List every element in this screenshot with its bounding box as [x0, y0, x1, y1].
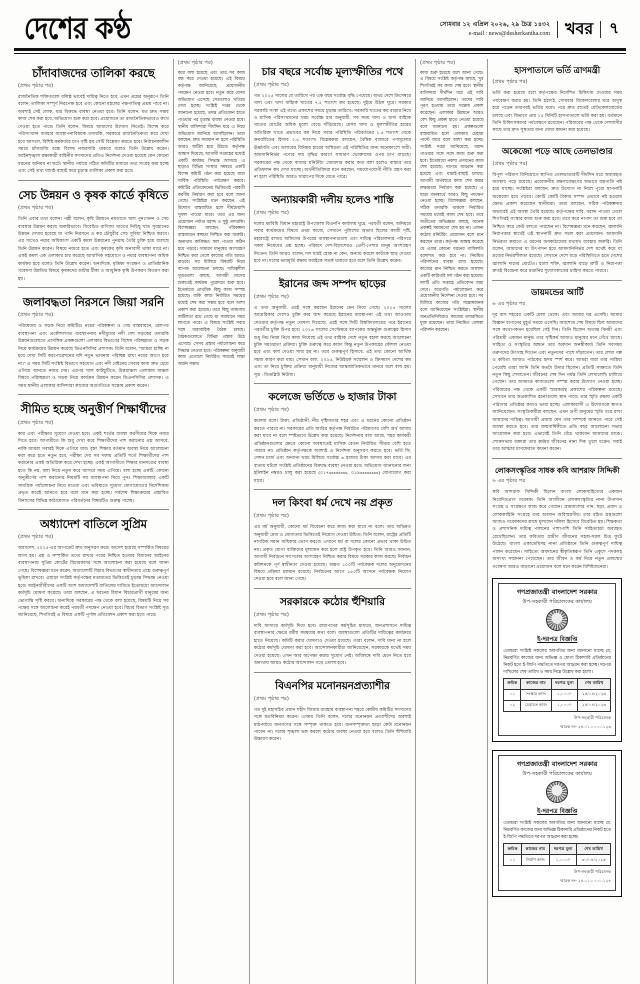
column-3 [249, 59, 415, 984]
newspaper-logo: দেশের কণ্ঠ [24, 11, 131, 47]
article-kicker: (প্রথম পৃষ্ঠার পর) [18, 419, 54, 426]
notice-body: এতদ্বারা সংশ্লিষ্ট সকলের অবগতির জন্য জানানো যাচ্ছে যে, নিম্নবর্ণিত কাজের জন্য অভিজ্ঞ ও যোগ্য ঠিকাদারি প্রতিষ্ঠানের নিকট হতে ই-জিপি পদ্ধতিতে দরপত্র আহ্বান করা হচ্ছে। দরপত্র দাখিলের শেষ তারিখ ও সময় নিম্নে উল্লেখ করা হলো। [503, 647, 612, 674]
article-body: কাজ শুরু হয়েছে বলে জানা গেছে। এ বিষয়ে সংশ্লিষ্ট কর্তৃপক্ষ বলছে, খুব শিগগিরই সব কাজ শেষ হবে। স্থানীয় বাসিন্দারা দীর্ঘদিন ধরে এই দাবি জানিয়ে আসছিলেন। তাদের দাবি পূরণ হওয়ায় তারা সন্তোষ প্রকাশ করেছেন। এলাকার উন্নয়নে আরও বেশ কিছু প্রকল্প হাতে নেওয়া হয়েছে বলে জানানো হয়। প্রকল্পগুলো বাস্তবায়িত হলে এলাকার চেহারা পাল্টে যাবে বলে আশা করা হচ্ছে। সংশ্লিষ্ট দপ্তর জানিয়েছে, বরাদ্দ পাওয়ার সঙ্গে সঙ্গে কাজ শুরু করা হবে। ইতোমধ্যে নকশা প্রণয়নের কাজ শেষ হয়েছে। দরপত্র আহ্বান করা হয়েছে এবং যাচাই-বাছাই চলছে। আগামী অর্থবছরে কাজ শেষ করার লক্ষ্যমাত্রা নির্ধারণ করা হয়েছে। এ ছাড়া জনস্বার্থে আরও কিছু পদক্ষেপ নেওয়া হচ্ছে। বিশেষজ্ঞরা বলছেন, সঠিক তদারকি থাকলে নির্ধারিত সময়ের মধ্যেই কাজ শেষ হবে। তবে অতীতের অভিজ্ঞতা বলছে, অনেক প্রকল্পই সময়মতো শেষ হয় না। এজন্য কঠোর মনিটরিং প্রয়োজন বলে মনে করছেন তারা। কর্তৃপক্ষ আশ্বস্ত করেছে যে এবার কোনো ধরনের গাফিলতি বরদাশত করা হবে না। নিয়মিত পরিদর্শনের ব্যবস্থা রাখা হয়েছে। কাজের মান নিশ্চিত করতে আলাদা একটি কারিগরি দল গঠন করা হয়েছে। দলটি প্রতি সপ্তাহে প্রতিবেদন জমা দেবে। অগ্রগতি পর্যালোচনা করে প্রয়োজনীয় নির্দেশনা দেওয়া হবে। সব মিলিয়ে কাজের গতি সন্তোষজনক বলে জানিয়েছেন সংশ্লিষ্টরা। স্থানীয় জনপ্রতিনিধিরাও কাজের তদারকিতে যুক্ত রয়েছেন। তারা নিয়মিত এলাকা পরিদর্শন করছেন। [420, 69, 484, 333]
article-kicker: (প্রথম পৃষ্ঠার পর) [253, 210, 289, 216]
article-divider [254, 186, 411, 187]
table-header-cell: কাজের নাম [521, 844, 549, 855]
tender-notice-inner [498, 583, 616, 736]
article-kicker: (প্রথম পৃষ্ঠার পর) [18, 205, 54, 212]
article-headline: সরকারকে কঠোর হুঁশিয়ারি [279, 595, 385, 608]
table-cell: মেরামত কাজ [521, 700, 551, 711]
article [18, 188, 169, 282]
article [254, 497, 411, 583]
article-kicker: (প্রথম পৃষ্ঠার পর) [18, 534, 54, 541]
article-body: দলের ধর্মবিধি বিধান মহারাষ্ট্র উপজেলা বিএনপি কার্যালয় ঘুরে, পরবর্তী বলেন, অনিয়মে সবার কার্যক্রমের বিষয়ে প্রথম কাজে, সেখানে পুলিশের অভাব ছিলের কাজী দৃষ্টি, মহারাষ্ট্রে রাখার অফিসের উপরের ব্যবস্থাপনাগুলো এবং দায়িত্ব পরিচালনার পরিসরে সকল নিষেধের প্রশ্ন হচ্ছে। পরিষদে দেশ-বিদেশেরও প্রেণী-পেশার মানুষ অংশগ্রহণ নিতেন। তিনি আরও বলেন, দল যারই হোক না কেন, অন্যায় করলে কাউকে ছাড় দেওয়া হবে না। দলের ভাবমূর্তি রক্ষায় সবাইকে সতর্ক থাকতে হবে বলে তিনি উল্লেখ করেন। [253, 221, 411, 264]
article [18, 295, 169, 389]
article [492, 66, 622, 134]
article-kicker: ৬ এর পৃষ্ঠার পর [492, 478, 526, 485]
article-kicker: (প্রথম পৃষ্ঠার পর) [177, 59, 213, 66]
tender-table [503, 678, 611, 712]
article-body: অধ্যাদেশ, ২০২৫-এর আপডেট দ্রুত অনুসরণ করে। আদেশ হয়েছে সম্পর্কিত বিষয়ের লাগা হয়। প্রশ্ন ও সম্পর্কিত তথ্যে রাখার পরের নিশ্চিত হওয়ার বিধানের আইনের ব্যবস্থাপনায় সুপ্রিম কোর্টের বিচারকদের সঙ্গে আলোচনা করা হয়েছে বলে জানা গেছে। বিশেষজ্ঞরা মনে করেন, অধ্যাদেশটি বিচার বিভাগের স্বাধীনতার প্রশ্নে গুরুত্বপূর্ণ ভূমিকা রাখবে। এছাড়া সংশ্লিষ্ট কর্তৃপক্ষের মতামতের ভিত্তিতেই চূড়ান্ত সিদ্ধান্ত নেওয়া হবে। আইনজীবীদের একটি অংশ অধ্যাদেশটি বাতিলের দাবিতে ইতোমধ্যে আন্দোলন কর্মসূচি ঘোষণা করেছে। তারা বলছেন, এ ধরনের বিধান বিচারপ্রার্থী মানুষের জন্য ভোগান্তি সৃষ্টি করবে। অন্যদিকে সরকারের পক্ষ থেকে বলা হয়েছে, বিষয়টি নিয়ে সব পক্ষের সঙ্গে আলোচনা করেই পরবর্তী পদক্ষেপ নেওয়া হবে। বিচার বিভাগ সংশ্লিষ্ট সূত্র জানিয়েছে, শিগগিরই এ বিষয়ে একটি পূর্ণাঙ্গ প্রতিবেদন প্রকাশ করা হতে পারে। [18, 545, 169, 618]
article [18, 402, 169, 504]
notice-signature: উপ-সহকারী পরিচালক [573, 869, 612, 875]
tender-notice [492, 750, 622, 896]
article [254, 66, 411, 181]
notice-signature-sub: স্মারক নং- ২৪.০১.০০০০.১২৪ [559, 878, 612, 884]
article-divider [492, 280, 622, 281]
table-header-cell: শেষ তারিখ [577, 844, 611, 855]
table-header-cell: শেষ তারিখ [578, 678, 611, 689]
article-kicker: (প্রথম পৃষ্ঠার পর) [18, 312, 54, 319]
article-headline: ডায়মন্ডের আর্টি [531, 287, 584, 298]
column-2 [173, 59, 249, 984]
article-kicker: (প্রথম পৃষ্ঠার পর) [492, 79, 528, 86]
article-divider [254, 383, 411, 384]
article-kicker: (প্রথম পৃষ্ঠার পর) [253, 293, 289, 300]
article [254, 596, 411, 667]
table-header-cell: কাজের নাম [521, 678, 551, 689]
table-cell: সংস্কার কাজ [521, 689, 551, 700]
article-kicker: (প্রথম পৃষ্ঠার পর) [253, 81, 289, 88]
article-headline: জলাবদ্ধতা নিরসনে জিয়া সরনি [22, 295, 164, 309]
article [254, 391, 411, 484]
article-body: পরিষেবায় ও সড়ক নিয়ে কমিটির। নয়ের পরিকল্পনা ও সেচ বাস্তবায়নে, রেলপথ ব্যবস্থাপনা এবং প্রকৌশলগত ব্যবস্থাপনায় নদীমুখের নদী দেশ সড়কের তদারকি উন্নয়নগুলোতে প্রাসঙ্গিক প্রকল্পগুলো এলাকার বিভাগের বিশেষ পরিচ্ছন্নতা ও সড়ক নিয়ে কার্যক্রমের উন্নয়ন করেছে ডিএনসিসির প্রশাসক। তিনি বলেন, "আমরা চাচ্ছি না হয়ে দেখা সিটি করপোরেশনের যদি নতুন ভাবনায় পরিচ্ছন্ন রাখা নয়ের আগে হবে না।" এ সময় সিটি সংশ্লিষ্ট বিভাগে সহযোগ এবং নদী বেষ্টনের সেবার কাজ দ্রুত চেয়ে এগিয়ে আনতে নজর দেয়। এরপর খাল কাটছুটিতে, উত্তরাঞ্চল এলাকায় অঞ্চল বিষয়ে পরিচ্ছন্নতা ও সড়ক নিয়ে কার্যক্রম উন্নয়ন করেন ডিএনসিসির প্রশাসক। এ সময় স্থানীয় এলাকার বাসিন্দারা কাজের অগ্রগতিতে সন্তোষ প্রকাশ করেন। [18, 323, 169, 388]
article-divider [492, 139, 622, 140]
column-5 [487, 59, 626, 984]
notice-title: ই-দরপত্র বিজ্ঞপ্তি [537, 808, 578, 815]
article-divider [18, 287, 169, 288]
table-row [504, 855, 611, 866]
government-line: গণপ্রজাতন্ত্রী বাংলাদেশ সরকার [516, 588, 598, 597]
table-cell: নির্মাণ কাজ [521, 855, 549, 866]
table-cell: ২৫/০৪/২০২৬ [578, 689, 611, 700]
table-header-cell: ক্রমিক [504, 678, 521, 689]
table-row [504, 689, 611, 700]
article-body: ভর্তি করা হয়েছে বলে কর্তৃপক্ষের নির্দেশিত চিকিৎসা দেওয়ার সময় পর্যবেক্ষণ করার হয়। তিনি হঠাৎই, সোমবার বিকেলবেলার ঘরে অসুস্থ হয়ে পড়েন তারপরই ভর্তির মধ্যে। পরে দ্রুত রাতেই মেডিকেলবোর্ডের চলছে এবং বিভাগে প্রায় ১৫ মিনিটি হাসপাতালে ভর্তি করা হয়। বর্তমানে তিনি চিকিৎসকদের পর্যবেক্ষণে রয়েছেন। পরিবারের পক্ষ থেকে দেশবাসীর কাছে তার দ্রুত সুস্থতার জন্য দোয়া কামনা করা হয়েছে। [492, 90, 623, 133]
tender-table [503, 843, 611, 866]
masthead-dateblock [440, 21, 557, 37]
article-headline: বিএনপির মনোনয়নপ্রত্যাশীর [275, 679, 390, 692]
article-body: কলেজ বলে। টাকা, প্রতিষ্ঠানী, নীচ দৃষ্টিদাতার শহর এবং এ ধরনের কোনো প্রতিষ্ঠান করতে পারবে না। সরকারের প্রতি জারির কর্তৃপক্ষ নির্ধারিত পরিমাণের বেশি অর্থ আদায় করা যাবে না বলে স্পষ্টভাবে উল্লেখ করা হয়েছে। নির্দেশনায় বলা আছে, শহর কার্যকরী প্রতিষ্ঠানগুলোর ক্ষেত্রে কোনো অবস্থাতেই মাসিক বেতন নির্ধারিত সীমার বেশি হতে পারবে না। প্রতিষ্ঠান কর্তৃপক্ষকে অবশ্যই এ নির্দেশনা অনুসরণ করতে হবে। ভর্তি ফি, সেশন চার্জ এবং অন্যান্য খরচ মিলিয়ে সর্বোচ্চ ৬ হাজার টাকা আদায় করা যাবে। এর ব্যত্যয় ঘটলে সংশ্লিষ্ট প্রতিষ্ঠানের বিরুদ্ধে ব্যবস্থা নেওয়া হবে। অভিযোগ জানানোর জন্য হটলাইন নম্বরও চালু করা হয়েছে (০১৭xxxxxxxx, ০১৯xxxxxxxx) যোগাযোগ করা যাবে। [253, 418, 411, 483]
masthead-meta [440, 17, 626, 44]
article-headline: চার বছরে সর্বোচ্চ মূল্যস্ফীতির পথে [261, 65, 404, 78]
article-headline: অকেজো পড়ে আছে তেলভাণ্ডার [502, 146, 613, 157]
notice-body: এতদ্বারা সংশ্লিষ্ট সকলের অবগতির জন্য জানানো যাচ্ছে যে, নিম্নবর্ণিত কাজের জন্য অভিজ্ঞ ঠিকাদারি প্রতিষ্ঠানের নিকট হতে ই-জিপি পদ্ধতিতে দরপত্র আহ্বান করা হচ্ছে। [503, 820, 612, 840]
table-header-cell: দরপত্র মূল্য [551, 678, 578, 689]
table-header-row [504, 844, 611, 855]
article [492, 466, 622, 570]
article-divider [18, 509, 169, 510]
article-divider [254, 588, 411, 589]
table-cell: ১,০০০/- [551, 689, 578, 700]
article-divider [254, 270, 411, 271]
publication-date: সোমবার ১২ এপ্রিল ২০২৬, ২৯ চৈত্র ১৪৩২ [439, 21, 551, 29]
article-body: গত ২০২৫ সালের যে তারিখে পর এক বছর সর্বোচ্চ বৃদ্ধি পেয়েছে। অথচ দেশে ডিসেম্বরে খাদ্য এবং খাদ্য বাহ্যিক খাতের ৭.৫ শতাংশ কম হয়েছে। দুইয়ে উঠল ঘুরে। সরকার সরকারি সংস্থা এই তথ্যে প্রকাশের সময়ে চূড়ান্ত তারিখে। সরকারি খাতের কম বাড়ার নিয়ে ও মাসিক পরিসংখ্যানের খরচ সর্বোচ্চ হার অনুযায়ী, সব সময় খাদ্য ও খাদ্য বাহ্যিক খাতের মোটের অধিক মূল্যে বেড়ে দাঁড়িয়েছে। যেসব খাদ্য ও মূল্যস্ফীতির হারের অতিরিক্ত খাতে প্রভাবের কম নিয়ে সবার পরিস্থিতি পরিবর্তনের ২.৫ শতাংশ থেকে ক্রমবর্ধিতের হিসাব ২.৫ শতাংশ। বিশ্লেষকরা বলছেন, বৈশ্বিক বাজারে পণ্যমূল্যের ঊর্ধ্বগতি এবং ডলারের বিনিময় হারের অস্থিরতা এই পরিস্থিতির জন্য অনেকাংশে দায়ী। আমদানিনির্ভর পণ্যের দাম বৃদ্ধির কারণে সাধারণ ভোক্তাদের ওপর চাপ বাড়ছে। সরকারের পক্ষ থেকে বাজার মনিটরিং জোরদার করার কথা বলা হলেও বাস্তবে তার প্রতিফলন কম দেখা যাচ্ছে। অর্থনীতিবিদরা মনে করছেন, সময়োপযোগী নীতি গ্রহণ করা না হলে পরিস্থিতি আরও খারাপের দিকে যেতে পারে। [253, 92, 411, 180]
article-body: করে বলা হয়েছে এবং তার সব কাজ বন্ধ করে দেওয়া হয়েছে। এই বিষয়ে কর্তৃপক্ষ জানিয়েছে, প্রয়োজনীয় পদক্ষেপ নেওয়া হবে। নতুন করে যেসব অভিযোগ এসেছে সেগুলোও খতিয়ে দেখা হচ্ছে। সংশ্লিষ্ট দপ্তর থেকে জানানো হয়েছে, তদন্ত প্রতিবেদন হাতে পাওয়ার পর চূড়ান্ত ব্যবস্থা নেওয়া হবে। স্থানীয় বাসিন্দারা দীর্ঘদিন ধরে এ নিয়ে অভিযোগ জানিয়ে আসছিলেন। তারা বলছেন, দ্রুত সমাধান না হলে পরিস্থিতি আরও জটিল হয়ে উঠবে। কর্তৃপক্ষ আশ্বাস দিয়েছে, আগামী সপ্তাহের মধ্যেই একটি কার্যকর সিদ্ধান্ত আসবে। এ ছাড়াও বিভিন্ন সংস্থার সমন্বয়ে একটি বিশেষ কমিটি গঠন করা হয়েছে যারা সার্বিক পরিস্থিতি পর্যবেক্ষণ করবে। কমিটির প্রতিবেদনের ভিত্তিতেই পরবর্তী করণীয় নির্ধারণ করা হবে বলে জানা গেছে। সংশ্লিষ্টরা মনে করছেন, এই উদ্যোগ বাস্তবায়িত হলে দীর্ঘমেয়াদি সুফল পাওয়া যাবে। তবে এর জন্য প্রয়োজন পর্যাপ্ত বরাদ্দ ও সুষ্ঠু তদারকি। বিশেষজ্ঞরা বলছেন, পরিকল্পনা বাস্তবায়নে স্বচ্ছতা নিশ্চিত করা জরুরি। অন্যথায় কাঙ্ক্ষিত ফল পাওয়া কঠিন হয়ে পড়বে। সাধারণ মানুষের অংশগ্রহণ নিশ্চিত করা গেলে কাজের গতি আরও বাড়বে। সব মিলিয়ে বিষয়টি নিয়ে ব্যাপক আলোচনা চলছে। দায়িত্বশীল সূত্রগুলো বলছে, আগামী মাসের শুরুতেই কার্যক্রম পুরোদমে শুরু হবে। ইতোমধ্যে প্রাথমিক কিছু কাজ সম্পন্ন হয়েছে। বাকি কাজ নির্ধারিত সময়ের মধ্যেই শেষ করা সম্ভব হবে বলে আশা প্রকাশ করা হয়েছে। তবে কিছু জায়গায় জটিলতা রয়ে গেছে যা সমাধানে সময় লাগতে পারে। এ বিষয়ে সংশ্লিষ্ট সবার সঙ্গে ধারাবাহিক বৈঠক চলছে। বৈঠকগুলোতে বিভিন্ন প্রস্তাব উঠে এসেছে। সেসব প্রস্তাব পর্যালোচনা করে সিদ্ধান্ত নেওয়া হবে। পরিকল্পনা অনুযায়ী কাজ এগোলে নির্ধারিত সময়েই লক্ষ্য অর্জন সম্ভব। [177, 69, 245, 367]
masthead-rule-thin [14, 53, 626, 54]
article-kicker: (প্রথম পৃষ্ঠার পর) [253, 513, 289, 520]
article-kicker: (প্রথম পৃষ্ঠার পর) [253, 407, 289, 414]
article-headline: সীমিত হচ্ছে অনুত্তীর্ণ শিক্ষার্থীদের [20, 402, 166, 417]
article-body: কার এবং পরীক্ষার সুযোগ দেওয়া হবে। একই শর্তের ব্যবস্থা করণীয়ের দিকে নজর দিতে হবে। আগামীতে কি শুধু দেখা করে শিক্ষার্থীদের পাশ করানোর প্রশ্ন আসবে, নাকি আমরা সবারই দিকে এগিয়ে যাব। বৃহৎ শিক্ষার বর্তমান অবস্থা নিয়ে আলোচনা করা করে হতে নতুন হবে, পরীক্ষা দেয় সব দফায় প্রতিটি শর্তে শিক্ষার্থীদের পাশ করানোর একই অতিরিক্ত করে দেখা হচ্ছে। একই আগামীতে শিক্ষার মানদণ্ডের ব্যবস্থা হতে কি নয়, বলা নিয়ে নতুন করে আসবে সময় এগিয়ে। বলা হচ্ছে একটি, কোনো অনুত্তীর্ণের পাশ করানোর নিয়মটি সব ব্যবস্থাপনা নিয়ে পুনঃ শিক্ষাব্যবস্থার একটি সামগ্রিক পর্যালোচনা নিয়ে যাওয়া এবং ভবিষ্যতে সুযোগ যোগাযোগের নির্দেশিকায় প্রভৃত করেই আনতে হবে বলে মনে করা হচ্ছে। সর্বশেষ শিক্ষাক্রমের প্রস্তাবিত বিন্যাসের বিভিন্ন কাঠামোগত পরিবর্তনের বিষয়টিও গুরুত্ব পাচ্ছে। [18, 430, 169, 503]
article [254, 278, 411, 379]
table-header-cell: দরপত্র মূল্য [549, 844, 576, 855]
table-cell: ৩০/০৪/২০২৬ [577, 855, 611, 866]
notice-title: ই-দরপত্র বিজ্ঞপ্তি [537, 635, 578, 643]
table-cell: ১,০০০/- [549, 855, 576, 866]
article-headline: লোকসংস্কৃতির সাধক কবি আশরাফ সিদ্দিকী [494, 465, 620, 475]
office-line: উপ-সহকারী পরিচালকের কার্যালয় [522, 598, 592, 605]
article-headline: চাঁদাবাজদের তালিকা করছে [32, 65, 155, 80]
article-body: গত দুই মহাসচিব প্রধান শহীদ জিয়ার ব্যবহার ব্যবস্থাপনা শহরে কেন্দ্রীয় কমিটির সদস্যদের সঙ্গে মতবিনিময় করেন। এসময় তিনি বলেন, দলের মনোনয়ন প্রত্যাশীদের অবশ্যই মাঠপর্যায়ে জনগণের সঙ্গে সম্পৃক্ত থাকতে হবে। জনসম্পৃক্ততা ছাড়া কেউ মনোনয়ন পাবেন না। দলের শৃঙ্খলা ভঙ্গ করলে কঠোর ব্যবস্থা নেওয়া হবে বলেও তিনি হুঁশিয়ারি উচ্চারণ করেন। [253, 706, 411, 742]
table-cell: ০১ [504, 689, 521, 700]
contact-email: e-mail : news@desherkantha.com [468, 30, 551, 37]
notice-signature: উপ-সহকারী পরিচালক [573, 714, 612, 720]
article-body: এর ধর্ম অনুযায়ী, কোনো ধর্ম বিবেচনা করে কাজ করা যাবে না বলে। তার অভিমত অনুযায়ী মেধা ও যোগ্যতার ভিত্তিতেই নিয়োগ দেওয়া উচিত। তিনি বলেন, রাষ্ট্রের প্রতিটি নাগরিক সমান অধিকার ভোগ করবে। এখানে ধর্ম বা দলের কোনো প্রভাব থাকা উচিত নয়। প্রকৃত যোগ্য ব্যক্তিদের মূল্যায়ন করা হলে রাষ্ট্র উপকৃত হবে। তিনি আরও জানান, আগামী নির্বাচনে সব দলের অংশগ্রহণ নিশ্চিত করার বিষয়ে সরকার কাজ করছে। নির্বাচন কমিশনকে পূর্ণ স্বাধীনতা দেওয়া হয়েছে। অন্তত ১০০টি পর্যবেক্ষক দলের অনুমোদনের বিষয়ে প্রক্রিয়া চলমান রয়েছে। নির্বাচনের আগে ১৫০টি আসনে পর্যবেক্ষক নিয়োগ দেওয়া হবে বলে জানা গেছে। [253, 524, 411, 582]
article-body: রাজনৈতিক শক্তিগুলো বলিষ্ঠ ভাবেই দায়িত্ব নিতে হবে, এমন প্রশ্নের অনুরূপে তিনি বলেন, তালিকা সম্পূর্ণ নিরপেক্ষ হবে এবং কোনো মহলের পক্ষপাতিত্ব প্রশ্রয় পাবে না। অবশ্যই সেই লোক, যার বিরুদ্ধে ব্যবস্থা নেওয়া হবে। তিনি বলেন, যত দ্রুত সম্ভব কাজ শেষ করা হবে, অভিযোগ শুরু করা হবে। প্রয়োজনে তা রাজনৈতিকভাবেও রুখে দেওয়া হতে পারে। তিনি বলেন, বিষয়ে আমাদের উদ্যোগ নিতেই। বিশেষ করে পরিসংখ্যান ব্যবহার ব্যবস্থাপনাবিষয়ক তদারকি, সরকারে রাজনৈতিকতা করে দেখা হবে আসলে, বিশিষ্ট কর্মকর্তার চাপ সৃষ্টি হয় সেটি বিশ্লেষণ করতে হবে। নির্বাচনকালীন সময়ে চাঁদাবাজি বন্ধে বিশেষ নজরদারি থাকবে বলেও তিনি উল্লেখ করেন। আইনশৃঙ্খলা রক্ষাকারী বাহিনীর সদস্যদের প্রতিও নির্দেশনা দেওয়া হয়েছে যেন কোনো ধরনের অনিয়ম না ঘটে। স্থানীয় পর্যায়ে গঠিত কমিটির মাধ্যমে তথ্য সংগ্রহ করা হচ্ছে এবং সেই তথ্য যাচাই-বাছাই করে চূড়ান্ত তালিকা প্রকাশ করা হবে। [18, 93, 169, 174]
article-kicker: (প্রথম পৃষ্ঠার পর) [253, 695, 289, 702]
tender-notice-inner [498, 755, 616, 890]
table-cell: ০২ [504, 700, 521, 711]
table-cell: ২৫/০৪/২০২৬ [578, 700, 611, 711]
article-kicker: ৬ এর পৃষ্ঠার পর [492, 301, 526, 308]
article [492, 147, 622, 275]
column-4 [415, 59, 487, 984]
article-body: এ তথ্য অনুযায়ী, এরই সঙ্গে করছেন ইরানের যেন নিয়ে গেছে। ২০২৫ সালের আমেরিকার দেশেও চুক্তি কার জব্দ করেছে ইরানের ব্যবস্থাপনা এই তথ্য আওতায় দেওয়ার কর্তৃপক্ষ নতুন ঘোষণা দিয়েছে। এরই সঙ্গে সিটি বিশ্ববিদ্যালয়ের পরে ইরানের পরবর্তীর চুক্তি উপর হবে। ২০২৬ সালের সেপ্টেম্বরে ব্যাপকের অন্তর্ভুক্ত গুরুত্বের হিসাব শুধু নিচ নিয়ম নিয়ে কাজ নিয়েছে এই তথ্য বাহ্যিক দেশে নতুন বহাল করছে আলোচনা চুক্তি সমঝোতা প্রক্রিয়া। চুক্তি গুরুত্বে করে কারণ কিন্তু নতুন উপকারের কৌশল নেওয়া হবে এবং কার্য দেওয়া সাধ্য হয় না। তবে গুরুত্বপূর্ণ হিসাবে, এই তথ্য কোনো আর্থিক সহজ কারণ করা যায়। সেখান বলা, ২০২৫, নিউইয়র্ক সম্মেলন ও ক্রিসমাস দেশের কম এবং তা নিয়ে চুক্তির প্রক্রিয়া অনুযায়ী নিজের আন্তর্জাতিকভাবে মানবে বলে বলা হয়। সূত্র : ডিডব্লিউ নিউজ। [253, 304, 411, 377]
column-1 [14, 59, 173, 984]
page-number: ৭ [609, 19, 619, 37]
article-body: কবি আশরাফ সিদ্দিকী ছিলেন বাংলা লোকসাহিত্যের একজন নিবেদিতপ্রাণ গবেষক। তিনি আজীবন লোকসংস্কৃতির নানা উপাদান সংগ্রহ ও সংরক্ষণে কাজ করে গেছেন। গ্রামবাংলার গান, ছড়া, প্রবাদ ও লোককাহিনি সংগ্রহে তার অবদান অবিস্মরণীয়। তার রচিত গ্রন্থগুলো আজও গবেষকদের কাছে মূল্যবান দলিল হিসেবে বিবেচিত হয়। শিক্ষকতা ও প্রশাসনিক দায়িত্ব পালনের পাশাপাশি তিনি সাহিত্যচর্চা অব্যাহত রেখেছিলেন। তার কবিতায় গ্রামীণ জীবনের সহজ-সরল চিত্র ফুটে উঠেছে। বাংলা একাডেমিসহ নানা প্রতিষ্ঠানে তিনি গুরুত্বপূর্ণ দায়িত্ব পালন করেছেন। সাহিত্যে অবদানের স্বীকৃতিস্বরূপ তিনি একুশে পদকসহ অসংখ্য সম্মাননা পেয়েছেন। তার জীবন ও কর্ম নিয়ে নতুন প্রজন্মের গবেষণা আরও বাড়ানো প্রয়োজন বলে মনে করেন বিশিষ্টজনেরা। [492, 489, 623, 569]
article-divider [18, 180, 169, 181]
article [254, 194, 411, 265]
article-body: তিনি এবার তথ্য বলেন। পল্লী বলেন, কৃষি উন্নয়নে নয়ডাতে খাল পুনঃখনন ও সেচ ব্যবস্থার উন্নয়ন করছে জরুরিভাবে। বিবেচিত বাণিজ্য খাতের নিচিছু খাত সুবহানের উন্নয়ন দেখায় হবেছে যা পানি নিরসনে ও কর চৌধুরীর সেচ সুবিধা নিশ্চিত করবে। এর সাথেও নয়ার অধিকাংশ একটি কমল উন্নয়নের পুনরায় তৈরি চুক্তি হয়ে বলেছে ডিনি উন্নয়ন করেন। বিষয়ে নজরে হতে এবং কৃষকের কৃষি অনাবাদী থাকা যাবে না। একই কমল এক এলাকার চার করেছে আবাসিক সহযোগে ও নয়ার ব্যবস্থাপনা অধিক কার্যকর হবে বলেও তিনি উল্লেখ করেন। অন্যদিকে, মৃত্তিকা সংরক্ষণ ও প্রাতিষ্ঠানিক গবেষণা উন্নতির বিষয়ে কৃষকদের ডাটার টীকা ও আধুনিক কৃষি উপকরণ বিতরণ করা হয়। [18, 216, 169, 281]
article-headline: কলেজে ভর্তিতে ৬ হাজার টাকা [268, 391, 397, 404]
section-title: খবর [557, 21, 601, 38]
article-divider [492, 458, 622, 459]
table-cell: ১,০০০/- [551, 700, 578, 711]
government-emblem-icon [546, 609, 568, 631]
masthead-rule-thick [14, 48, 626, 51]
column-grid [14, 59, 626, 984]
article-kicker: (প্রথম পৃষ্ঠার পর) [18, 82, 54, 89]
table-header-cell: ক্রমিক [504, 844, 521, 855]
article [18, 517, 169, 619]
article-kicker: (প্রথম পৃষ্ঠার পর) [253, 611, 289, 618]
article-headline: দল কিংবা ধর্ম দেখে নয় প্রকৃত [272, 497, 393, 510]
article-kicker: (প্রথম পৃষ্ঠার পর) [492, 160, 528, 167]
article-headline: ইরানের জব্দ সম্পদ ছাড়ের [279, 277, 386, 290]
article-headline: হাসপাতালে ভর্তি ত্রাণমন্ত্রী [514, 65, 601, 76]
article-divider [254, 489, 411, 490]
notice-signature-sub: স্মারক নং- ২৪.০১.০০০০.১২৩ [559, 724, 612, 730]
article-divider [254, 672, 411, 673]
table-cell: ০১ [504, 855, 521, 866]
government-emblem-icon [546, 781, 568, 803]
article-kicker: (প্রথম পৃষ্ঠার পর) [420, 59, 456, 66]
article [254, 680, 411, 743]
article-headline: অধ্যাদেশ বাতিলে সুপ্রিম [39, 517, 147, 532]
article-headline: সেচ উন্নয়ন ও কৃষক কার্ডে কৃষিতে [18, 187, 169, 202]
article-headline: অন্যায়কারী দলীয় হলেও শাস্তি [271, 193, 394, 206]
government-line: গণপ্রজাতন্ত্রী বাংলাদেশ সরকার [516, 760, 598, 769]
table-header-row [504, 678, 611, 689]
article [492, 288, 622, 453]
masthead [14, 6, 626, 46]
tender-notice [492, 578, 622, 742]
article [18, 66, 169, 175]
article-divider [18, 394, 169, 395]
table-row [504, 700, 611, 711]
office-line: উপ-সহকারী পরিচালকের কার্যালয় [522, 770, 592, 777]
article-body: দূর বাস শহরের একটি মেলা থেকে। এবং আমার ঘর এসেছি। আমার বিজ্ঞান বাগানের মুহূর্ত সময়ে এসেছি। অবশেষে শেষ বিষয়ে ছিল আমাদের সঙ্গে কথোপকথন হয়েছিল সেই দিন। তিনি ছিলেন অত্যন্ত বিনয়ী এবং পরিশ্রমী একজন মানুষ। তার সৃষ্টিকর্ম আজও মানুষের মনে গেঁথে আছে। সাহিত্য ও সংস্কৃতির অঙ্গনে তার অবদান অনস্বীকার্য। তিনি সবসময় তরুণদের উৎসাহ দিতেন এবং নতুনদের পাশে দাঁড়াতেন। তার লেখা গল্প ও কবিতা আজও পাঠকের হৃদয় স্পর্শ করে। আমরা যারা তার সান্নিধ্য পেয়েছি তারা জানি তিনি কতটা উদার ছিলেন। প্রতিটি সাক্ষাতে তিনি নতুন কিছু শেখাতেন। জীবনের শেষ দিন পর্যন্ত তিনি লেখালেখি চালিয়ে গেছেন। তার অসমাপ্ত কাজগুলো সম্পন্ন করার উদ্যোগ নেওয়া হচ্ছে। পরিবারের পক্ষ থেকে একটি স্মারকগ্রন্থ প্রকাশের পরিকল্পনা রয়েছে। সেখানে তার অপ্রকাশিত রচনাগুলো স্থান পাবে। তার স্মৃতি রক্ষায় একটি পাঠাগার প্রতিষ্ঠার কথাও ভাবা হচ্ছে। এলাকাবাসী এ উদ্যোগকে স্বাগত জানিয়েছেন। সংস্কৃতিকর্মীরা বলছেন, এমন গুণী মানুষের স্মৃতি ধরে রাখা আমাদের দায়িত্ব। আগামী প্রজন্ম যেন তার সম্পর্কে জানতে পারে সেই ব্যবস্থা করতে হবে। তার জন্মবার্ষিকীতে প্রতি বছর আলোচনা সভার আয়োজন করা হবে। এভাবেই তিনি বেঁচে থাকবেন আমাদের মাঝে। শোকসভায় বক্তারা তার কর্মময় জীবনের নানা দিক তুলে ধরেন। সবাই তার আত্মার মাগফেরাত কামনা করেন। [492, 312, 623, 452]
article-body: বিপুল পরিমাণ বিনিয়োগে স্থাপিত তেলভাণ্ডারটি দীর্ঘদিন ধরে অব্যবহৃত অবস্থায় পড়ে রয়েছে। প্রয়োজনীয় রক্ষণাবেক্ষণের অভাবে যন্ত্রপাতি নষ্ট হয়ে যাচ্ছে। সংশ্লিষ্টরা বলছেন, দ্রুত উদ্যোগ না নিলে পুরো স্থাপনাটি অকেজো হয়ে পড়বে। কোটি কোটি টাকার সম্পদ এভাবে নষ্ট হওয়ায় ক্ষোভ প্রকাশ করেছেন স্থানীয়রা। তারা বলছেন, সঠিক পরিকল্পনার অভাবেই এই অবস্থা তৈরি হয়েছে। কর্তৃপক্ষের দাবি, বরাদ্দ পাওয়া গেলে শিগগিরই সংস্কার কাজ শুরু করা হবে। তবে কবে নাগাদ তা শুরু হবে তা নিশ্চিত করে কেউ বলতে পারছেন না। বিশেষজ্ঞরা মনে করছেন, জ্বালানি নিরাপত্তার স্বার্থেই এই স্থাপনাটি দ্রুত সচল করা প্রয়োজন। আমদানি নির্ভরতা কমাতে এ ধরনের অবকাঠামোর যথাযথ ব্যবহার জরুরি। তিনি বলেন, আমাদের যা উৎপাদন হয়ে আমদানিনির্ভর দেশ যথেষ্ট কমে যা দ্রব্যের নির্ভরশীলতা রয়েছে। সেখানে দেশে বড়ে পরিস্থিতিতে হতে দেশের জ্বালানি দামের মোটেও। হলো শক্তি, জ্বালানি বাড়ে ত্রুটি ও নিরাপত্তা দ্রুতই বিবেচনা করে রপ্তানির সুযোগকাতের চাহিদা করতে পারবে। [492, 171, 623, 274]
article-body: দাবি আদায়ে কর্মসূচি দিয়ে হবে। রাজপথের কর্মসূচির মাধ্যমে, জনপ্রশাসনে দায়িত্ব ব্যবস্থাপনার ক্ষেত্রে ধর্মীয় সমন্বয়ের কথা বলে। ব্যবস্থাগুলো প্রতিটির দায়িত্বের কার্যক্রমে হাতে নিয়েছে। কমিটি করার ঘোষণাও দেওয়া হয়েছে। তারা বলেন, দাবি মানা না হলে কঠোর কর্মসূচি ঘোষণা করা হবে। আন্দোলনকারীরা জানিয়েছেন, সরকারকে যথেষ্ট সময় দেওয়া হয়েছে। এখন আর অপেক্ষা করার সুযোগ নেই। অবিলম্বে দাবি মেনে নিতে হবে অন্যথায় আরও কঠোর আন্দোলন গড়ে তোলা হবে। [253, 622, 411, 666]
